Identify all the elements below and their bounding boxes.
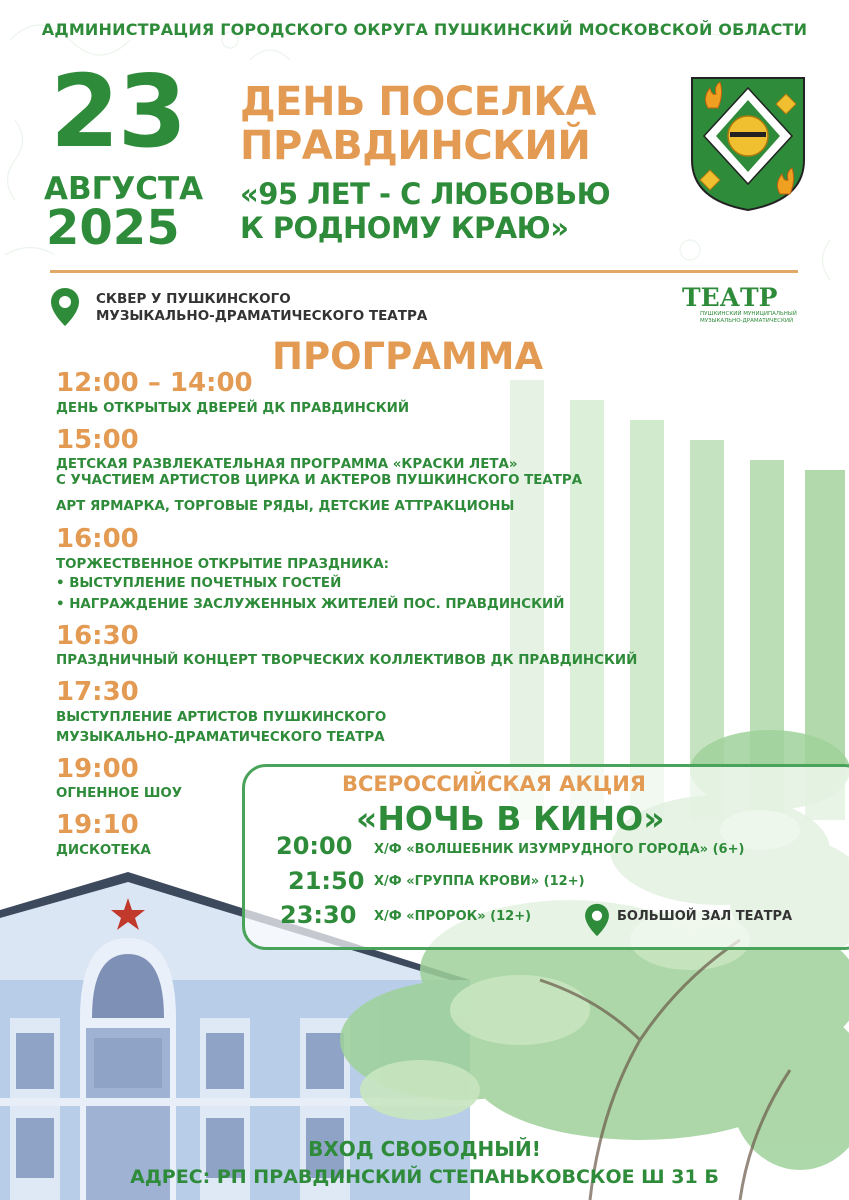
theatre-logo-line2: МУЗЫКАЛЬНО-ДРАМАТИЧЕСКИЙ [700,318,794,324]
date-year: 2025 [46,200,180,256]
theatre-logo [682,284,802,334]
venue-line1: СКВЕР У ПУШКИНСКОГО [96,291,291,307]
kino-location: БОЛЬШОЙ ЗАЛ ТЕАТРА [617,909,793,924]
header-divider [50,270,798,273]
program-desc: ТОРЖЕСТВЕННОЕ ОТКРЫТИЕ ПРАЗДНИКА: [56,557,389,572]
event-slogan-line1: «95 ЛЕТ - С ЛЮБОВЬЮ [240,177,611,211]
kino-title: «НОЧЬ В КИНО» [356,799,665,838]
program-bullet: • ВЫСТУПЛЕНИЕ ПОЧЕТНЫХ ГОСТЕЙ [56,576,342,591]
program-desc: МУЗЫКАЛЬНО-ДРАМАТИЧЕСКОГО ТЕАТРА [56,730,385,745]
event-slogan-line2: К РОДНОМУ КРАЮ» [240,211,569,245]
theatre-logo-word: ТЕАТР [682,283,778,312]
program-desc: ДЕТСКАЯ РАЗВЛЕКАТЕЛЬНАЯ ПРОГРАММА «КРАСКИ ЛЕТА» [56,457,518,472]
program-time: 15:00 [56,425,139,455]
film-time: 21:50 [288,867,365,895]
program-bullet: • НАГРАЖДЕНИЕ ЗАСЛУЖЕННЫХ ЖИТЕЛЕЙ ПОС. ПРАВДИНСКИЙ [56,597,565,612]
program-time: 16:30 [56,621,139,651]
film-time: 23:30 [280,901,357,929]
date-month: АВГУСТА [44,171,204,207]
program-desc-extra: АРТ ЯРМАРКА, ТОРГОВЫЕ РЯДЫ, ДЕТСКИЕ АТТРАКЦИОНЫ [56,499,515,514]
header-text: АДМИНИСТРАЦИЯ ГОРОДСКОГО ОКРУГА ПУШКИНСКИЙ МОСКОВСКОЙ ОБЛАСТИ [41,20,808,39]
date-day: 23 [50,53,186,170]
program-time: 19:10 [56,810,139,840]
program-desc: ВЫСТУПЛЕНИЕ АРТИСТОВ ПУШКИНСКОГО [56,710,387,725]
program-desc: ДЕНЬ ОТКРЫТЫХ ДВЕРЕЙ ДК ПРАВДИНСКИЙ [56,401,410,416]
footer-free-entry: ВХОД СВОБОДНЫЙ! [308,1137,541,1161]
event-title-line2: ПРАВДИНСКИЙ [240,123,591,169]
program-time: 17:30 [56,677,139,707]
venue-line2: МУЗЫКАЛЬНО-ДРАМАТИЧЕСКОГО ТЕАТРА [96,308,428,324]
program-desc: ДИСКОТЕКА [56,843,151,858]
program-time: 16:00 [56,524,139,554]
program-desc: С УЧАСТИЕМ АРТИСТОВ ЦИРКА И АКТЕРОВ ПУШКИНСКОГО ТЕАТРА [56,473,583,488]
program-time: 19:00 [56,754,139,784]
program-title: ПРОГРАММА [272,335,544,378]
footer-address: АДРЕС: РП ПРАВДИНСКИЙ СТЕПАНЬКОВСКОЕ Ш 31 Б [130,1166,719,1188]
location-pin-icon [584,903,610,937]
film-name: Х/Ф «ВОЛШЕБНИК ИЗУМРУДНОГО ГОРОДА» (6+) [374,842,745,857]
program-desc: ПРАЗДНИЧНЫЙ КОНЦЕРТ ТВОРЧЕСКИХ КОЛЛЕКТИВОВ ДК ПРАВДИНСКИЙ [56,653,638,668]
kino-subtitle: ВСЕРОССИЙСКАЯ АКЦИЯ [342,772,646,796]
film-name: Х/Ф «ГРУППА КРОВИ» (12+) [374,874,585,889]
film-name: Х/Ф «ПРОРОК» (12+) [374,909,532,924]
coat-of-arms-emblem [688,74,808,214]
theatre-logo-line1: ПУШКИНСКИЙ МУНИЦИПАЛЬНЫЙ [700,311,797,317]
event-title-line1: ДЕНЬ ПОСЕЛКА [240,79,596,125]
film-time: 20:00 [276,832,353,860]
location-pin-icon [50,287,80,327]
program-time: 12:00 – 14:00 [56,368,253,398]
program-desc: ОГНЕННОЕ ШОУ [56,786,183,801]
